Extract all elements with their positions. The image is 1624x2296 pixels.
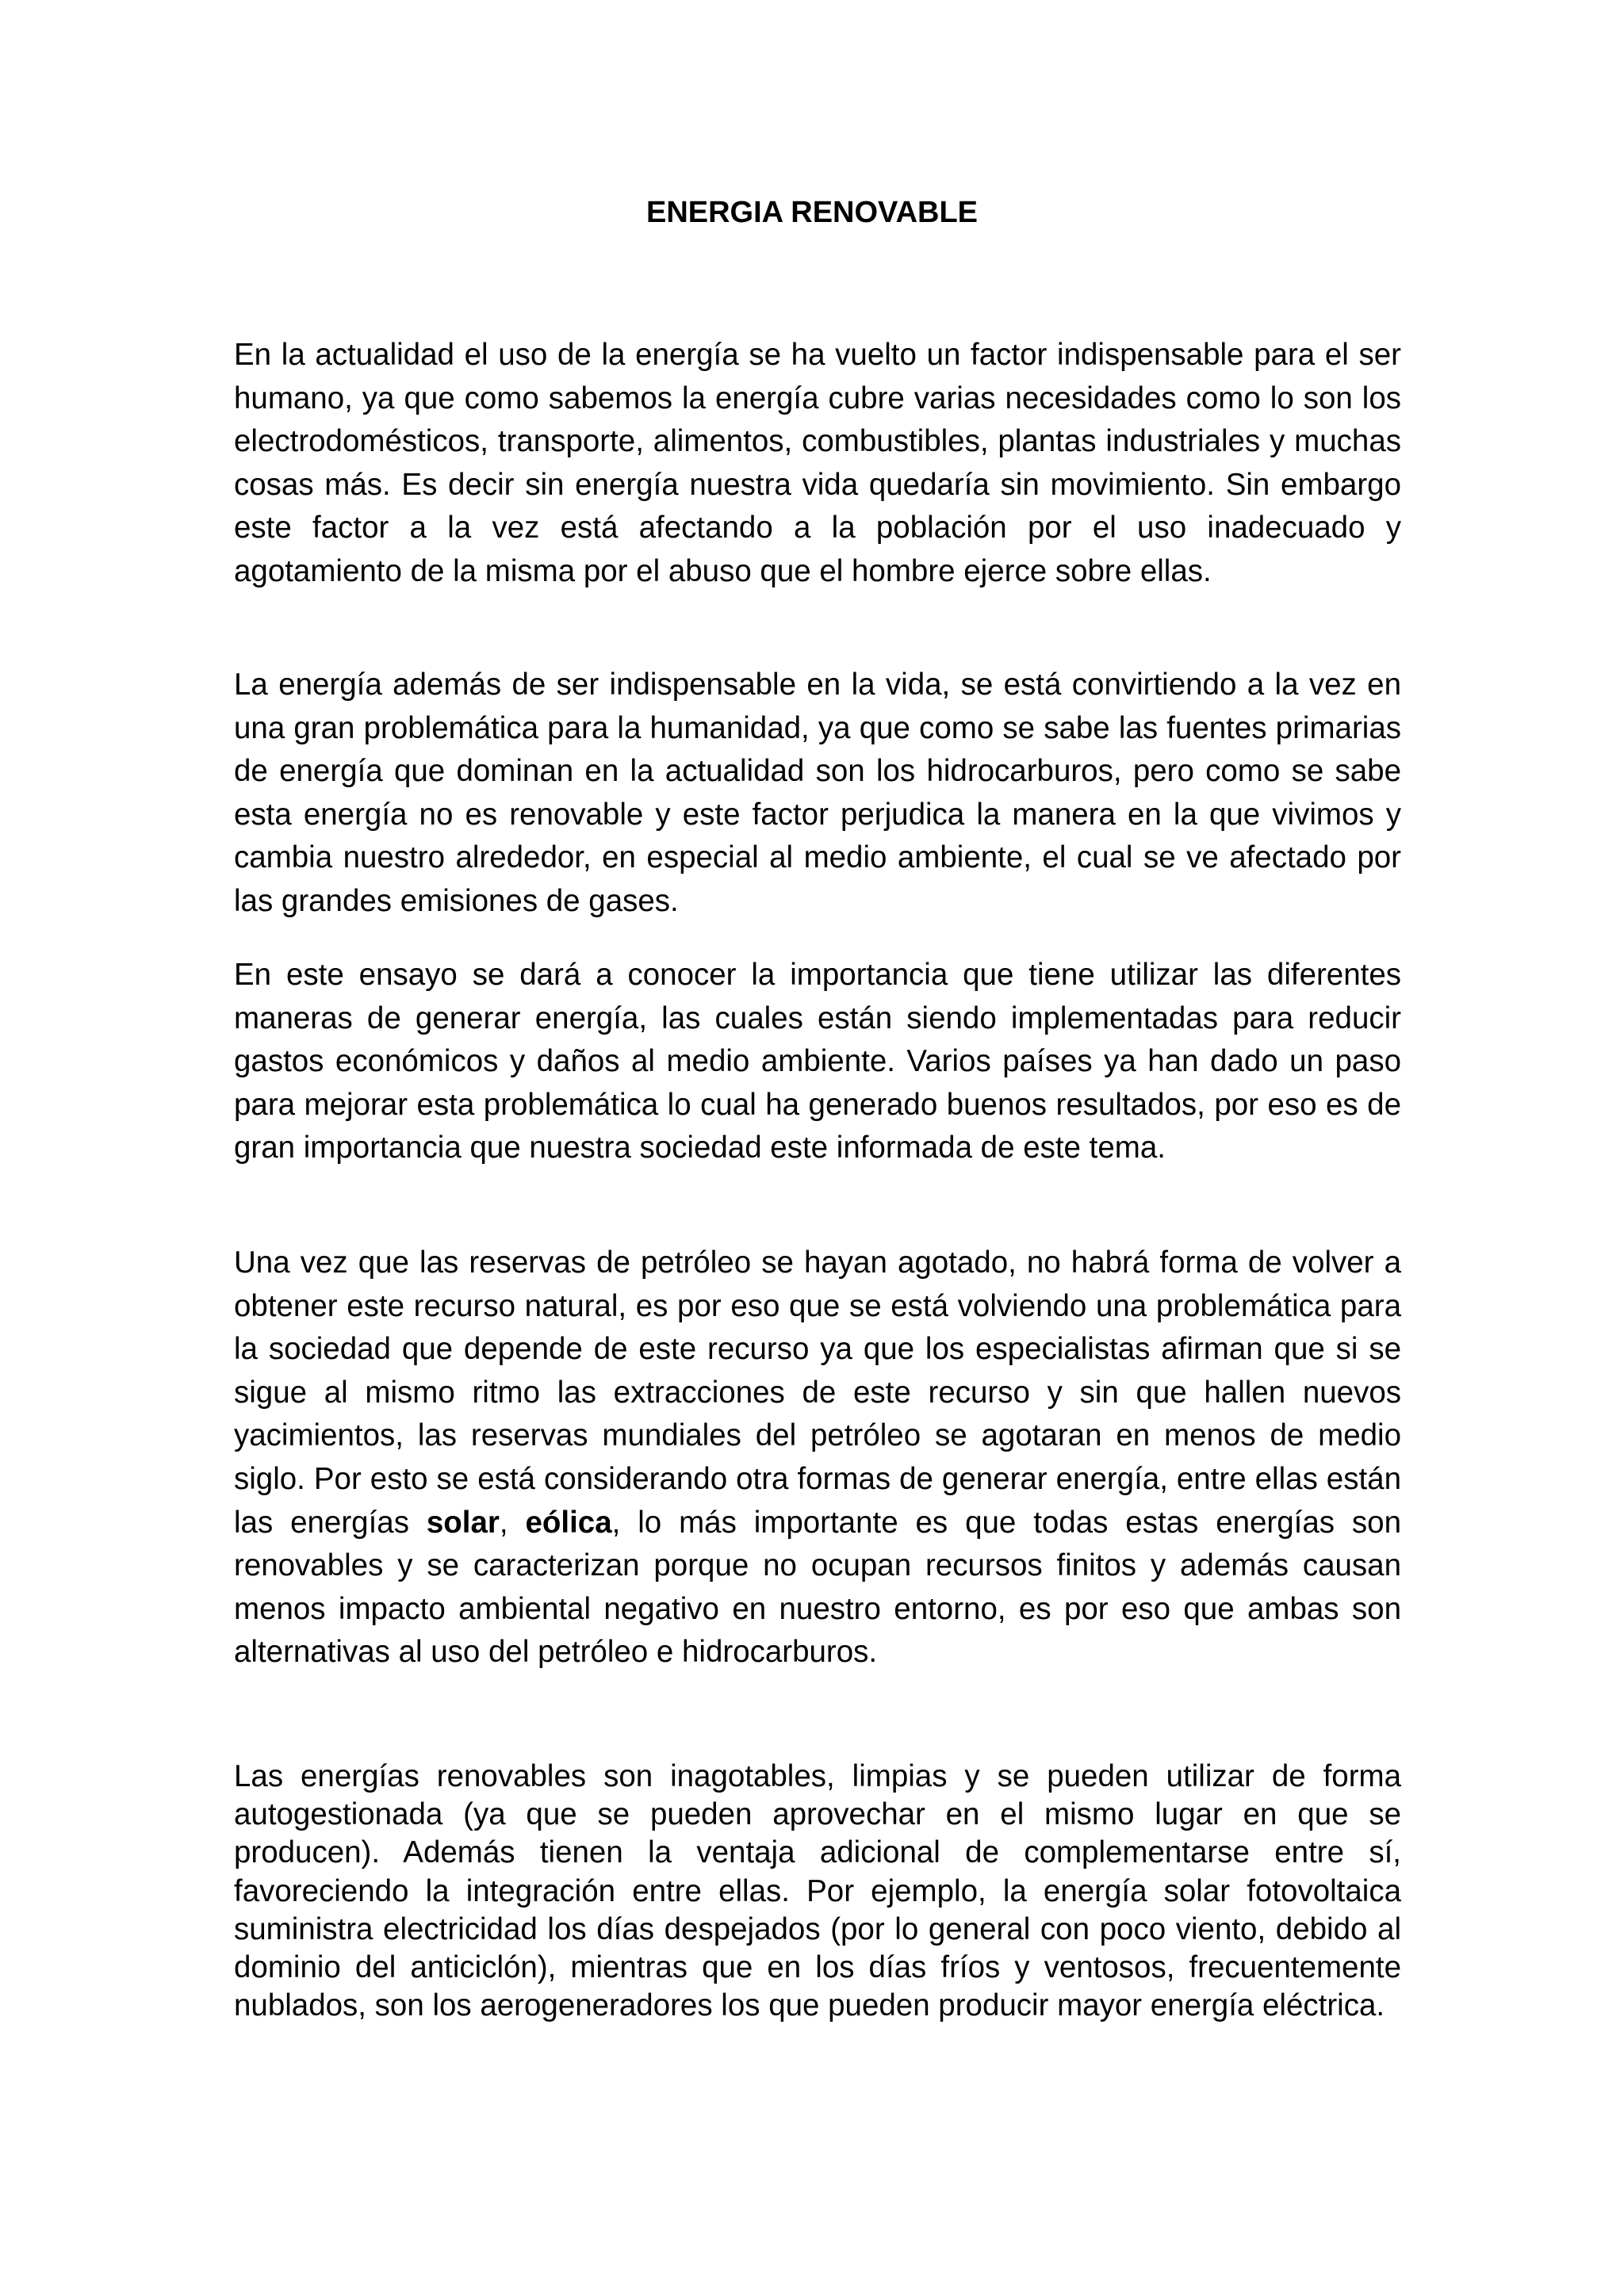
bold-term-solar: solar	[426, 1505, 500, 1540]
paragraph-1: En la actualidad el uso de la energía se ha vuelto un factor indispensable para el ser humano, ya que como sabemos la energía cubre varias necesidades como lo son los electrodomésticos, transporte, alimentos, combustibles, plantas industriales y muchas cosas más. Es decir sin energía nuestra vida quedaría sin movimiento. Sin embargo este factor a la vez está afectando a la población por el uso inadecuado y agotamiento de la misma por el abuso que el hombre ejerce sobre ellas.	[234, 338, 1401, 588]
paragraph-4	[234, 1242, 1401, 1674]
paragraph-3: En este ensayo se dará a conocer la importancia que tiene utilizar las diferentes maneras de generar energía, las cuales están siendo implementadas para reducir gastos económicos y daños al medio ambiente. Varios países ya han dado un paso para mejorar esta problemática lo cual ha generado buenos resultados, por eso es de gran importancia que nuestra sociedad este informada de este tema.	[234, 958, 1401, 1165]
paragraph-2: La energía además de ser indispensable en la vida, se está convirtiendo a la vez en una gran problemática para la humanidad, ya que como se sabe las fuentes primarias de energía que dominan en la actualidad son los hidrocarburos, pero como se sabe esta energía no es renovable y este factor perjudica la manera en la que vivimos y cambia nuestro alrededor, en especial al medio ambiente, el cual se ve afectado por las grandes emisiones de gases.	[234, 668, 1401, 918]
paragraph-4-separator: ,	[499, 1505, 526, 1540]
document-title: ENERGIA RENOVABLE	[645, 196, 979, 229]
paragraph-4-text-start: Una vez que las reservas de petróleo se hayan agotado, no habrá forma de volver a obtener este recurso natural, es por eso que se está volviendo una problemática para la sociedad que depende de este recurso ya que los especialistas afirman que si se sigue al mismo ritmo las extracciones de este recurso y sin que hallen nuevos yacimientos, las reservas mundiales del petróleo se agotaran en menos de medio siglo. Por esto se está considerando otra formas de generar energía, entre ellas están las energías	[234, 1246, 1401, 1540]
paragraph-4-text-end: , lo más importante es que todas estas energías son renovables y se caracterizan porque no ocupan recursos finitos y además causan menos impacto ambiental negativo en nuestro entorno, es por eso que ambas son alternativas al uso del petróleo e hidrocarburos.	[234, 1505, 1401, 1670]
paragraph-5: Las energías renovables son inagotables, limpias y se pueden utilizar de forma autogestionada (ya que se pueden aprovechar en el mismo lugar en que se producen). Además tienen la ventaja adicional de complementarse entre sí, favoreciendo la integración entre ellas. Por ejemplo, la energía solar fotovoltaica suministra electricidad los días despejados (por lo general con poco viento, debido al dominio del anticiclón), mientras que en los días fríos y ventosos, frecuentemente nublados, son los aerogeneradores los que pueden producir mayor energía eléctrica.	[234, 1759, 1401, 2023]
bold-term-eolica: eólica	[525, 1505, 612, 1540]
